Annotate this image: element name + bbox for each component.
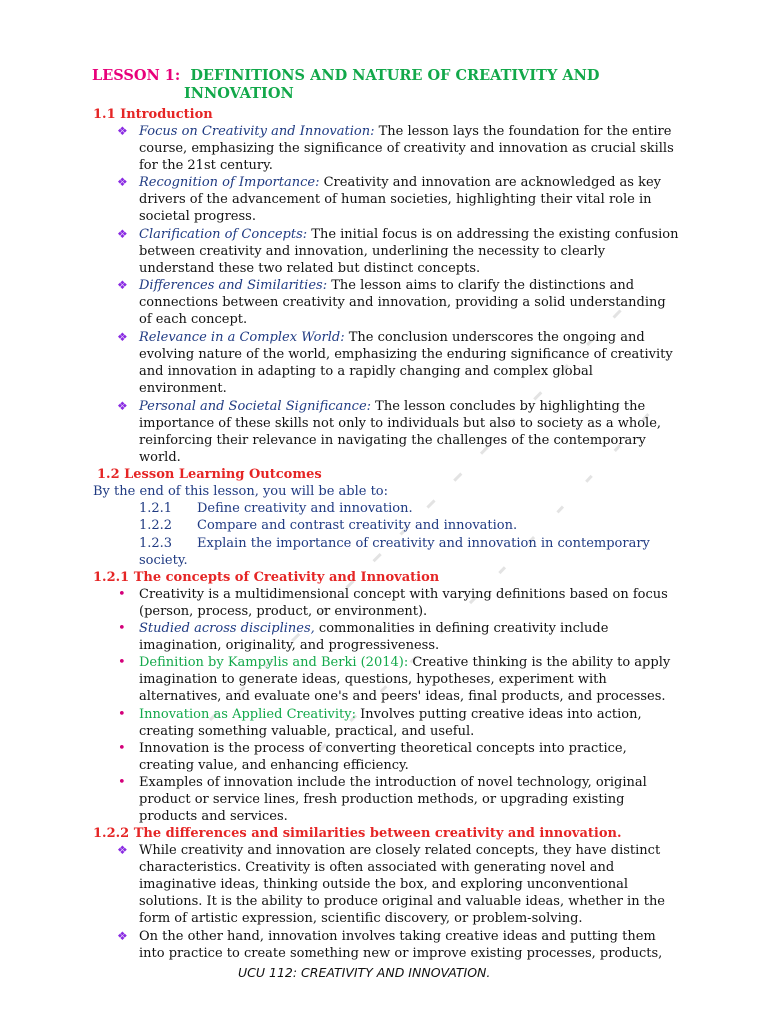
diamond-bullet-icon: ❖ <box>117 843 128 857</box>
diamond-bullet-icon: ❖ <box>117 227 128 241</box>
list-item: • Examples of innovation include the introduction of novel technology, original product or service lines, fresh production methods, or upgrading existing products and services. <box>118 775 647 824</box>
list-item: ❖ Recognition of Importance: Creativity and innovation are acknowledged as key drivers of the advancement of human societies, highlighting their vital role in societal progress. <box>117 175 662 224</box>
outcome-item: 1.2.3 Explain the importance of creativity and innovation in contemporary society. <box>139 536 650 568</box>
list-item: ❖ On the other hand, innovation involves taking creative ideas and putting them into practice to create something new or improve existing processes, products, <box>117 929 663 961</box>
section-heading-introduction: 1.1 Introduction <box>93 107 213 122</box>
list-item: • Studied across disciplines, commonalities in defining creativity include imagination, originality, and progressiveness. <box>118 621 609 653</box>
list-item: ❖ Relevance in a Complex World: The conclusion underscores the ongoing and evolving nature of the world, emphasizing the enduring significance of creativity and innovation in adapting to a rapidly changing and complex global environment. <box>117 330 673 396</box>
page-footer: UCU 112: CREATIVITY AND INNOVATION. <box>238 965 491 980</box>
diamond-bullet-icon: ❖ <box>117 330 128 344</box>
list-item: ❖ Differences and Similarities: The lesson aims to clarify the distinctions and connections between creativity and innovation, providing a solid understanding of each concept. <box>117 278 666 327</box>
section-heading-concepts: 1.2.1 The concepts of Creativity and Innovation <box>93 570 440 585</box>
diamond-bullet-icon: ❖ <box>117 929 128 943</box>
lesson-title: LESSON 1: DEFINITIONS AND NATURE OF CREATIVITY AND INNOVATION <box>92 67 600 102</box>
diamond-bullet-icon: ❖ <box>117 399 128 413</box>
list-item: • Creativity is a multidimensional concept with varying definitions based on focus (person, process, product, or environment). <box>118 587 668 619</box>
section-heading-differences: 1.2.2 The differences and similarities between creativity and innovation. <box>93 826 622 841</box>
list-item: ❖ While creativity and innovation are closely related concepts, they have distinct characteristics. Creativity is often associated with generating novel and imaginative ideas, thinking outside the box, and exploring unconventional solutions. It is the ability to produce original and valuable ideas, whether in the form of artistic expression, scientific discovery, or problem-solving. <box>117 843 666 926</box>
dot-bullet-icon: • <box>118 655 126 670</box>
diamond-bullet-icon: ❖ <box>117 124 128 138</box>
outcomes-intro: By the end of this lesson, you will be able to: <box>93 484 389 499</box>
list-item: ❖ Personal and Societal Significance: The lesson concludes by highlighting the importance of these skills not only to individuals but also to society as a whole, reinforcing their relevance in navigating the challenges of the contemporary world. <box>117 399 662 465</box>
list-item: ❖ Clarification of Concepts: The initial focus is on addressing the existing confusion between creativity and innovation, underlining the necessity to clearly understand these two related but distinct concepts. <box>117 227 679 276</box>
list-item: • Definition by Kampylis and Berki (2014): Creative thinking is the ability to apply imagination to generate ideas, questions, hypotheses, experiment with alternatives, and evaluate one's and peers' ideas, final products, and processes. <box>118 655 671 704</box>
section-heading-outcomes: 1.2 Lesson Learning Outcomes <box>97 467 322 482</box>
dot-bullet-icon: • <box>118 707 126 722</box>
dot-bullet-icon: • <box>118 775 126 790</box>
outcome-item: 1.2.1 Define creativity and innovation. <box>139 501 413 516</box>
list-item: • Innovation is the process of converting theoretical concepts into practice, creating value, and enhancing efficiency. <box>118 741 627 773</box>
list-item: ❖ Focus on Creativity and Innovation: The lesson lays the foundation for the entire course, emphasizing the significance of creativity and innovation as crucial skills for the 21st century. <box>117 124 674 173</box>
dot-bullet-icon: • <box>118 741 126 756</box>
outcome-item: 1.2.2 Compare and contrast creativity and innovation. <box>139 518 518 533</box>
dot-bullet-icon: • <box>118 621 126 636</box>
diamond-bullet-icon: ❖ <box>117 175 128 189</box>
list-item: • Innovation as Applied Creativity: Involves putting creative ideas into action, creating something valuable, practical, and useful. <box>118 707 642 739</box>
dot-bullet-icon: • <box>118 587 126 602</box>
diamond-bullet-icon: ❖ <box>117 278 128 292</box>
